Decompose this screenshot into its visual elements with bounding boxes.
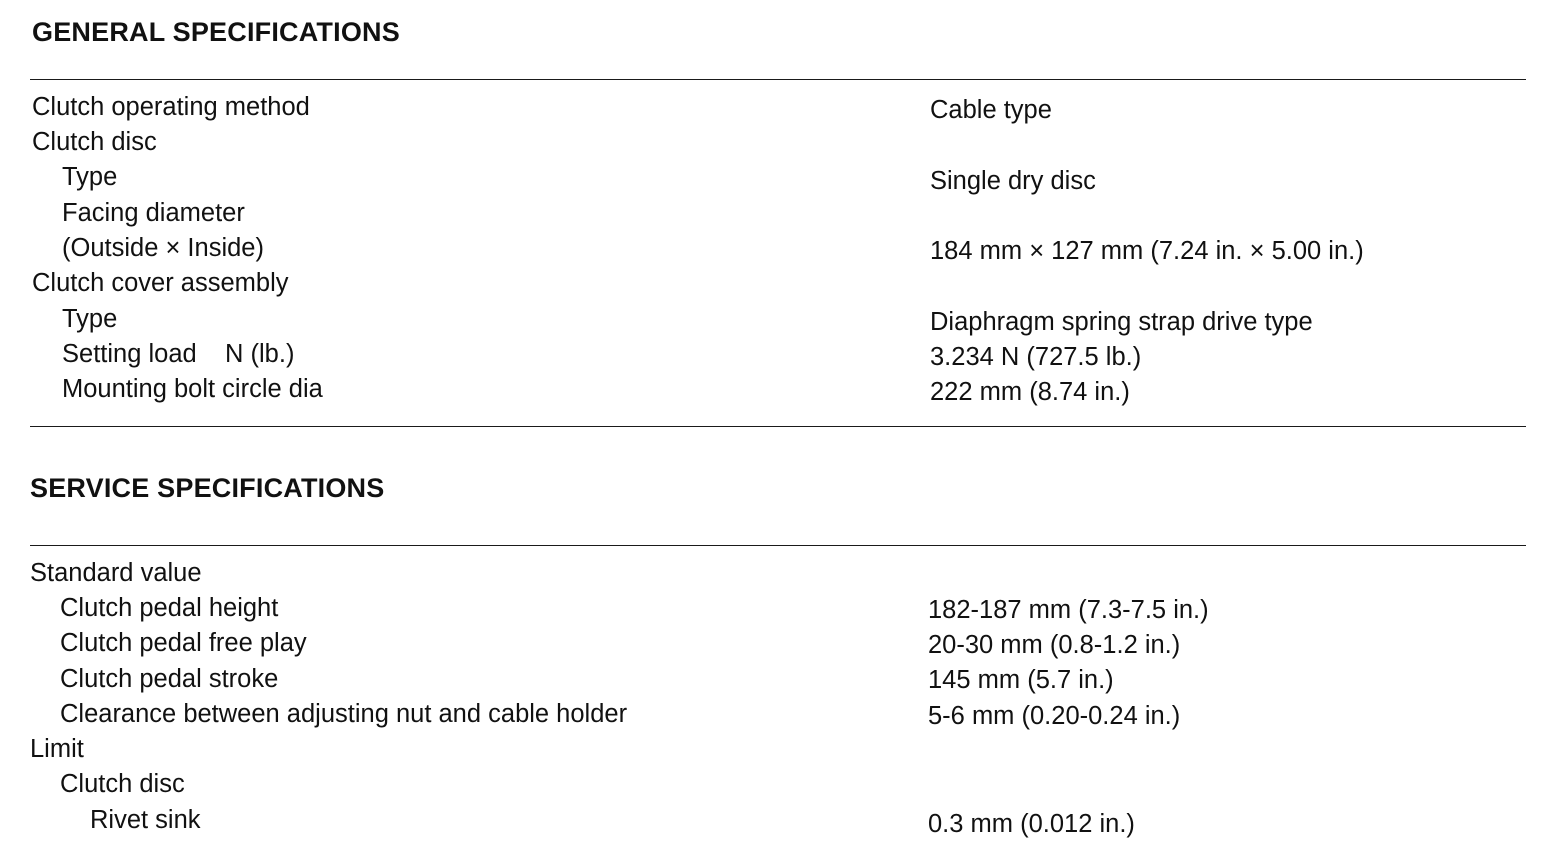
spec-value: Diaphragm spring strap drive type (930, 308, 1313, 336)
spec-label: Type (62, 163, 118, 191)
service-row (0, 697, 1568, 732)
general-row (0, 231, 1568, 266)
spec-label: Mounting bolt circle dia (62, 375, 323, 403)
general-row (0, 90, 1568, 125)
spec-label: (Outside × Inside) (62, 234, 264, 262)
spec-value: 184 mm × 127 mm (7.24 in. × 5.00 in.) (930, 237, 1364, 265)
general-row (0, 196, 1568, 231)
spec-label: Rivet sink (90, 806, 201, 834)
general-row (0, 125, 1568, 160)
spec-label: Clutch disc (32, 128, 157, 156)
service-row (0, 767, 1568, 802)
spec-label: Clutch operating method (32, 93, 310, 121)
spec-label: Setting load N (lb.) (62, 340, 295, 368)
service-specifications-heading: SERVICE SPECIFICATIONS (30, 473, 385, 503)
general-row (0, 372, 1568, 407)
service-top-rule (30, 545, 1526, 546)
general-bottom-rule (30, 426, 1526, 427)
spec-label: Clutch pedal height (60, 594, 279, 622)
general-row (0, 302, 1568, 337)
spec-value: 20-30 mm (0.8-1.2 in.) (928, 631, 1181, 659)
spec-value: 3.234 N (727.5 lb.) (930, 343, 1142, 371)
general-specifications-heading: GENERAL SPECIFICATIONS (32, 17, 400, 47)
general-row (0, 337, 1568, 372)
spec-label: Facing diameter (62, 199, 245, 227)
spec-value: 222 mm (8.74 in.) (930, 378, 1130, 406)
general-top-rule (30, 79, 1526, 80)
spec-label: Standard value (30, 559, 202, 587)
spec-value: Single dry disc (930, 167, 1096, 195)
spec-value: 5-6 mm (0.20-0.24 in.) (928, 702, 1181, 730)
spec-label: Clutch pedal stroke (60, 665, 279, 693)
spec-label: Clutch disc (60, 770, 185, 798)
spec-label: Limit (30, 735, 84, 763)
spec-value: 182-187 mm (7.3-7.5 in.) (928, 596, 1209, 624)
spec-value: Cable type (930, 96, 1052, 124)
spec-value: 145 mm (5.7 in.) (928, 666, 1114, 694)
service-row (0, 803, 1568, 838)
spec-label: Clutch cover assembly (32, 269, 289, 297)
spec-value: 0.3 mm (0.012 in.) (928, 810, 1135, 838)
spec-label: Type (62, 305, 118, 333)
general-row (0, 160, 1568, 195)
service-row (0, 732, 1568, 767)
general-row (0, 266, 1568, 301)
service-row (0, 662, 1568, 697)
service-row (0, 591, 1568, 626)
spec-label: Clearance between adjusting nut and cable holder (60, 700, 628, 728)
service-row (0, 556, 1568, 591)
service-row (0, 626, 1568, 661)
spec-label: Clutch pedal free play (60, 629, 307, 657)
